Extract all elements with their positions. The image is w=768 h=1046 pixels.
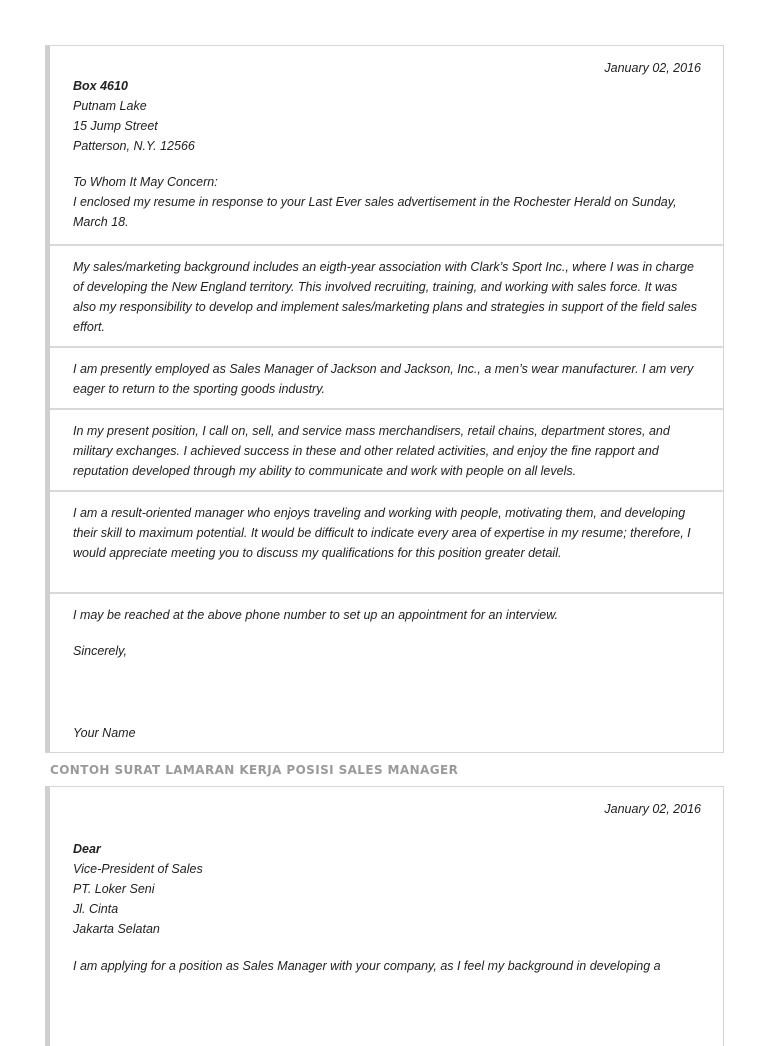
- paragraph-block: [50, 410, 723, 492]
- paragraph-block: [50, 348, 723, 410]
- paragraph-block: [50, 246, 723, 348]
- body-paragraph: I am a result-oriented manager who enjoys traveling and working with people, motivating them, and developing their skill to maximum potential. It would be difficult to indicate every area of expertise in my resume; therefore, I would appreciate meeting you to discuss my qualifications for this position greater detail.: [73, 506, 691, 560]
- cover-letter-1: [45, 45, 724, 753]
- address-line: PT. Loker Seni: [73, 882, 155, 896]
- salutation: To Whom It May Concern:: [73, 175, 218, 189]
- letter-header-block: [50, 46, 723, 246]
- section-caption: CONTOH SURAT LAMARAN KERJA POSISI SALES MANAGER: [50, 763, 459, 777]
- address-line: Jl. Cinta: [73, 902, 119, 916]
- closing-paragraph: I may be reached at the above phone number to set up an appointment for an interview.: [73, 608, 559, 622]
- sign-off: Sincerely,: [73, 644, 127, 658]
- body-paragraph: My sales/marketing background includes an eigth-year association with Clark’s Sport Inc., where I was in charge of developing the New England territory. This involved recruiting, training, and working with sales force. It was also my responsibility to develop and implement sales/marketing plans and strategies in support of the field sales effort.: [73, 260, 697, 334]
- letter-date: January 02, 2016: [604, 61, 701, 75]
- intro-paragraph: I am applying for a position as Sales Manager with your company, as I feel my background in developing a: [73, 959, 661, 973]
- letter-date: January 02, 2016: [604, 802, 701, 816]
- address-line: Patterson, N.Y. 12566: [73, 139, 195, 153]
- address-line: 15 Jump Street: [73, 119, 158, 133]
- closing-block: [50, 594, 723, 743]
- letter-header-block: [50, 787, 723, 976]
- paragraph-block: [50, 492, 723, 594]
- intro-paragraph: I enclosed my resume in response to your Last Ever sales advertisement in the Rochester Herald on Sunday, March 18.: [73, 195, 677, 229]
- address-line: Box 4610: [73, 79, 128, 93]
- body-paragraph: In my present position, I call on, sell, and service mass merchandisers, retail chains, department stores, and military exchanges. I achieved success in these and other related activities, and enjoy the fine rapport and reputation developed through my ability to communicate and work with people on all levels.: [73, 424, 670, 478]
- address-line: Jakarta Selatan: [73, 922, 160, 936]
- address-line: Putnam Lake: [73, 99, 147, 113]
- cover-letter-2: [45, 786, 724, 1046]
- salutation: Dear: [73, 842, 101, 856]
- address-line: Vice-President of Sales: [73, 862, 203, 876]
- signature-name: Your Name: [73, 726, 136, 740]
- body-paragraph: I am presently employed as Sales Manager of Jackson and Jackson, Inc., a men’s wear manufacturer. I am very eager to return to the sporting goods industry.: [73, 362, 694, 396]
